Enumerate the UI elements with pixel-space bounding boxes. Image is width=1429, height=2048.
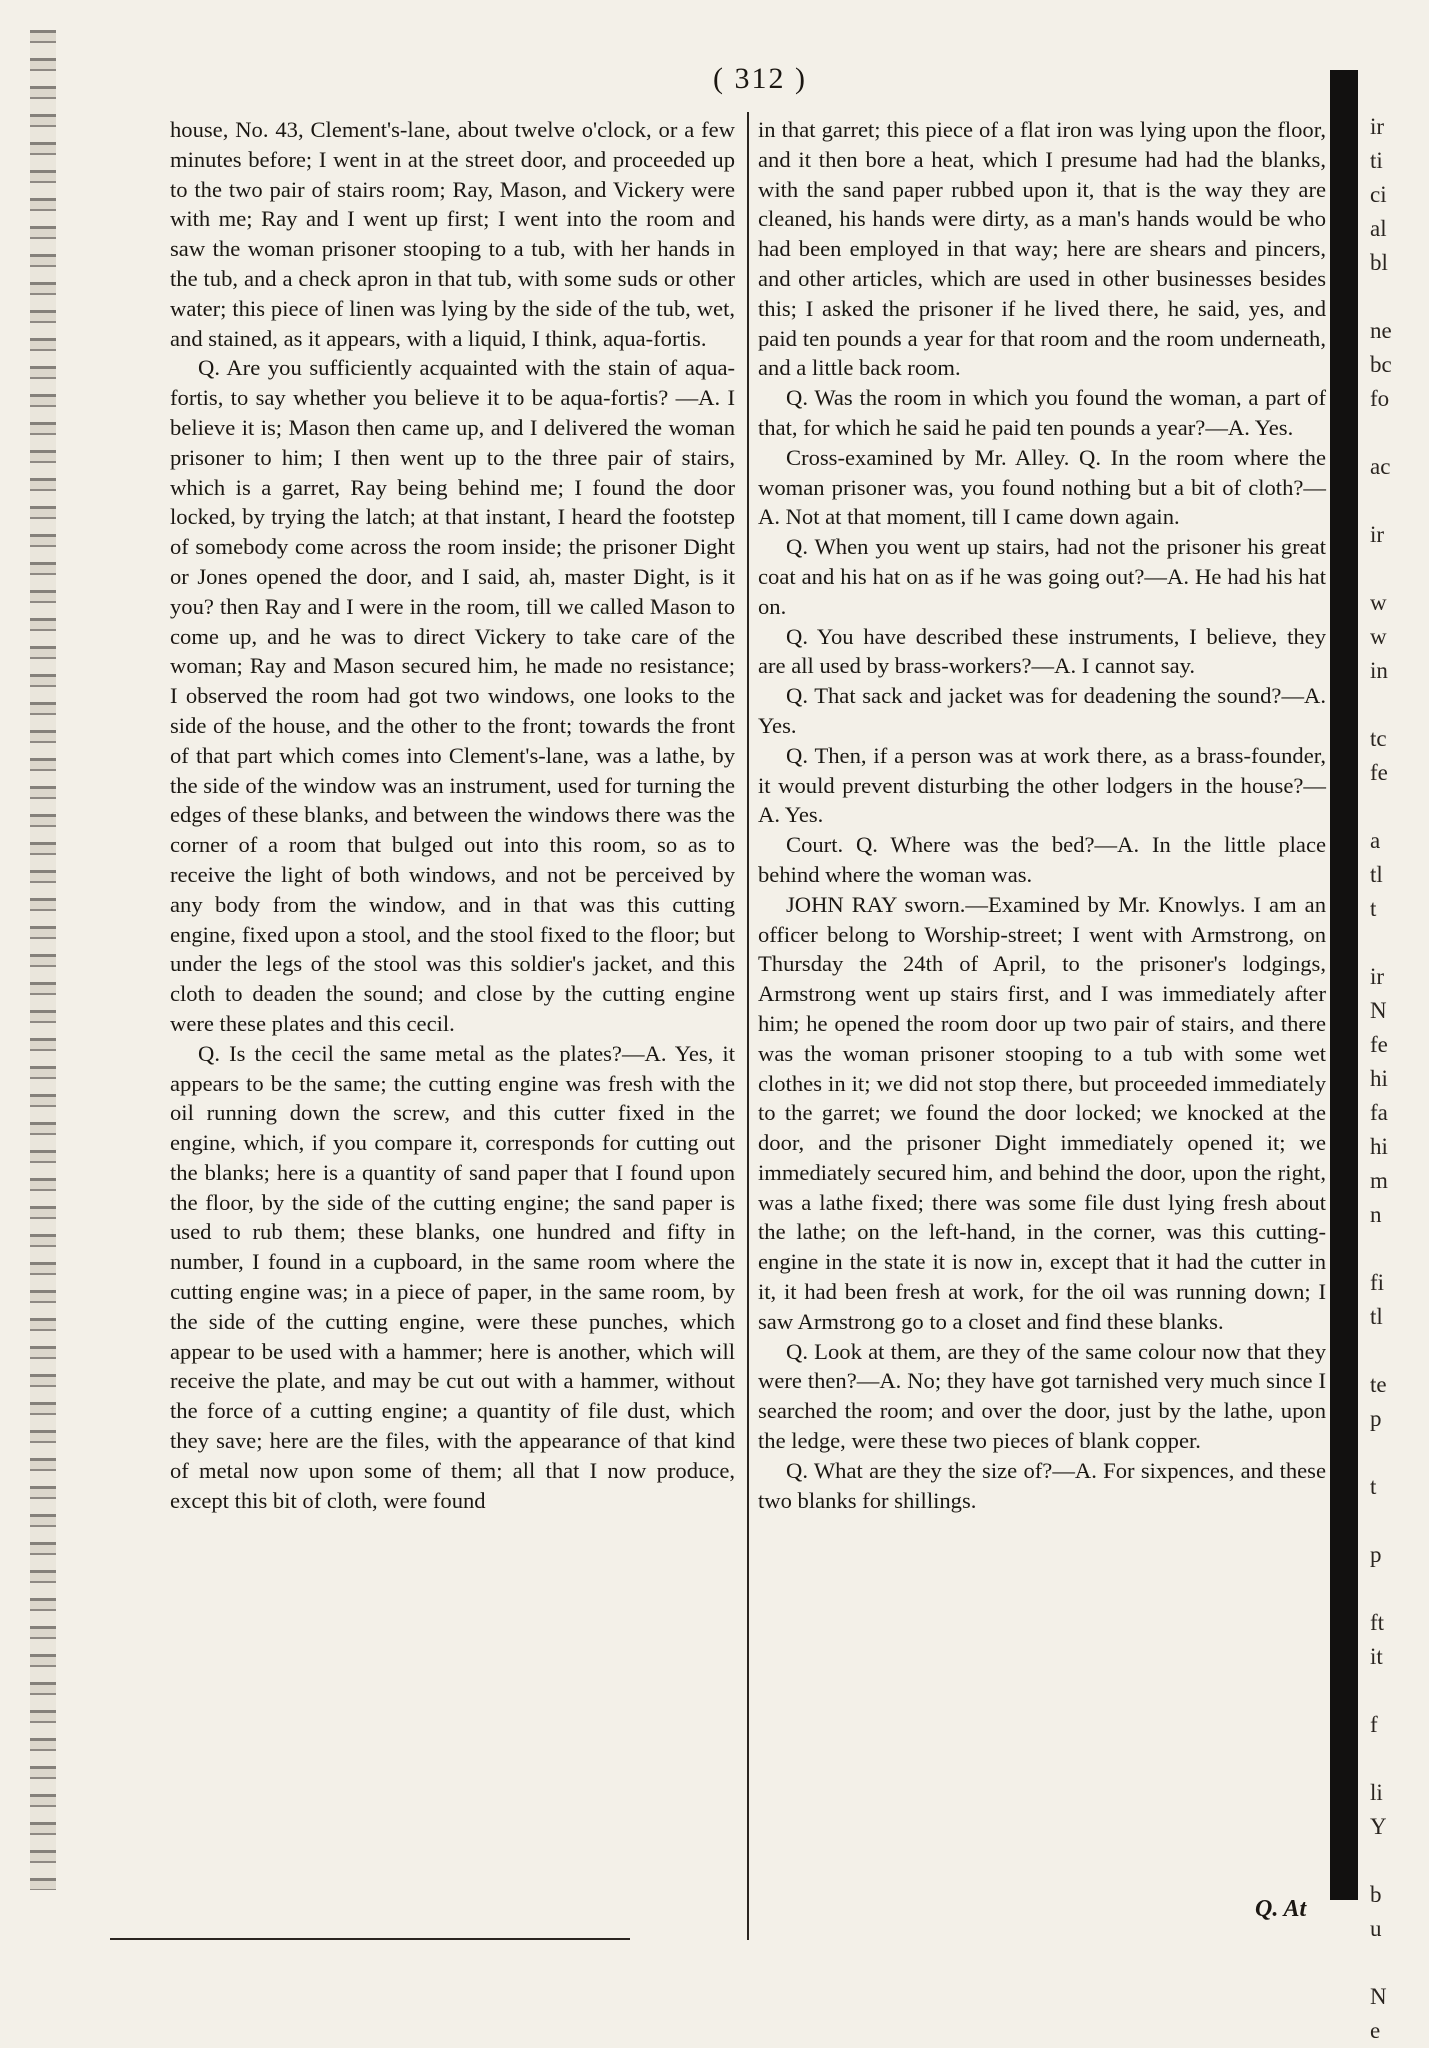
margin-fragment: fe <box>1370 760 1388 785</box>
right-paragraph-10: Q. Look at them, are they of the same colour now that they were then?—A. No; they have got tarnished very much since I searched the room; and over the door, just by the lathe, upon the ledge, were these two pieces of blank copper. <box>758 1338 1326 1454</box>
right-paragraph-8: Court. Q. Where was the bed?—A. In the little place behind where the woman was. <box>758 832 1326 887</box>
binding-edge <box>30 30 56 1890</box>
margin-fragment: a <box>1370 828 1381 853</box>
right-paragraph-3: Cross-examined by Mr. Alley. Q. In the room where the woman prisoner was, you found nothing but a bit of cloth?—A. Not at that moment, till I came down again. <box>758 444 1326 530</box>
margin-fragment: ir <box>1370 114 1385 139</box>
right-paragraph-11: Q. What are they the size of?—A. For sixpences, and these two blanks for shillings. <box>758 1457 1326 1513</box>
margin-fragment: te <box>1370 1372 1387 1397</box>
margin-fragment: u <box>1370 1916 1382 1941</box>
margin-fragment <box>1370 1844 1420 1878</box>
margin-fragment <box>1370 280 1420 314</box>
margin-fragment: e <box>1370 2018 1381 2043</box>
right-paragraph-9: JOHN RAY sworn.—Examined by Mr. Knowlys. I am an officer belong to Worship-street; I went with Armstrong, on Thursday the 24th of April, to the prisoner's lodgings, Armstrong went up stairs first, and I was immediately after him; he opened the room door up two pair of stairs, and there was the woman prisoner stooping to a tub with some wet clothes in it; we did not stop there, but proceeded immediately to the garret; we found the door locked; we knocked at the door, and the prisoner Dight immediately opened it; we immediately secured him, and behind the door, upon the right, was a lathe fixed; there was some file dust lying fresh about the lathe; on the left-hand, in the corner, was this cutting-engine in the state it is now in, except that it had the cutter in it, it had been fresh at work, for the oil was running down; I saw Armstrong go to a closet and find these blanks. <box>758 891 1326 1334</box>
margin-fragment: hi <box>1370 1134 1388 1159</box>
margin-fragment: ne <box>1370 318 1392 343</box>
margin-fragment: p <box>1370 1406 1382 1431</box>
left-paragraph-3: Q. Is the cecil the same metal as the plates?—A. Yes, it appears to be the same; the cutting engine was fresh with the oil running down the screw, and this cutter fixed in the engine, which, if you compare it, corresponds for cutting out the blanks; here is a quantity of sand paper that I found upon the floor, by the side of the cutting engine; the sand paper is used to rub them; these blanks, one hundred and fifty in number, I found in a cupboard, in the same room where the cutting engine was; in a piece of paper, in the same room, by the side of the cutting engine, were these punches, which appear to be used with a hammer; here is another, which will receive the plate, and may be cut out with a hammer, without the force of a cutting engine; a quantity of file dust, which they save; here are the files, with the appearance of that kind of metal now upon some of them; all that I now produce, except this bit of cloth, were found <box>170 1040 735 1513</box>
margin-fragment: fo <box>1370 386 1390 411</box>
margin-fragment: N <box>1370 998 1387 1023</box>
margin-fragment <box>1370 1232 1420 1266</box>
margin-fragment <box>1370 1572 1420 1606</box>
margin-fragment <box>1370 1334 1420 1368</box>
margin-fragment <box>1370 1504 1420 1538</box>
margin-fragment: fa <box>1370 1100 1388 1125</box>
margin-fragment: N <box>1370 1984 1387 2009</box>
column-divider <box>747 112 749 1940</box>
right-paragraph-1: in that garret; this piece of a flat iron was lying upon the floor, and it then bore a heat, which I presume had had the blanks, with the sand paper rubbed upon it, that is the way they are cleaned, his hands were dirty, as a man's hands would be who had been employed in that way; here are shears and pincers, and other articles, which are used in other businesses besides this; I asked the prisoner if he lived there, he said, yes, and paid ten pounds a year for that room and the room underneath, and a little back room. <box>758 117 1326 381</box>
margin-fragment: w <box>1370 624 1387 649</box>
margin-fragment: m <box>1370 1168 1388 1193</box>
margin-fragment <box>1370 688 1420 722</box>
right-paragraph-4: Q. When you went up stairs, had not the prisoner his great coat and his hat on as if he was going out?—A. He had his hat on. <box>758 534 1326 619</box>
page-gutter-shadow <box>1330 70 1358 1900</box>
page-number: ( 312 ) <box>713 62 807 95</box>
left-paragraph-1: house, No. 43, Clement's-lane, about twelve o'clock, or a few minutes before; I went in at the street door, and proceeded up to the two pair of stairs room; Ray, Mason, and Vickery were with me; Ray and I went up first; I went into the room and saw the woman prisoner stooping to a tub, with her hands in the tub, and a check apron in that tub, with some suds or other water; this piece of linen was lying by the side of the tub, wet, and stained, as it appears, with a liquid, I think, aqua-fortis. <box>170 117 735 351</box>
margin-fragment: it <box>1370 1644 1383 1669</box>
margin-fragment: al <box>1370 216 1387 241</box>
margin-fragment: w <box>1370 590 1387 615</box>
margin-fragment: ft <box>1370 1610 1385 1635</box>
margin-fragment: ir <box>1370 964 1385 989</box>
margin-fragment <box>1370 416 1420 450</box>
margin-fragment: t <box>1370 1474 1377 1499</box>
margin-fragment: tl <box>1370 1304 1383 1329</box>
margin-fragment: t <box>1370 896 1377 921</box>
margin-fragment <box>1370 926 1420 960</box>
margin-fragment: ci <box>1370 182 1387 207</box>
margin-fragment <box>1370 790 1420 824</box>
margin-fragment: hi <box>1370 1066 1388 1091</box>
right-paragraph-6: Q. That sack and jacket was for deadening the sound?—A. Yes. <box>758 683 1326 738</box>
margin-fragment: in <box>1370 658 1388 683</box>
margin-fragment: li <box>1370 1780 1383 1805</box>
margin-fragment <box>1370 484 1420 518</box>
catchword: Q. At <box>1255 1896 1307 1922</box>
right-paragraph-5: Q. You have described these instruments, I believe, they are all used by brass-workers?—A. I cannot say. <box>758 623 1326 679</box>
margin-fragment: tl <box>1370 862 1383 887</box>
margin-fragment <box>1370 1742 1420 1776</box>
margin-fragment: n <box>1370 1202 1382 1227</box>
adjacent-page-fragments <box>1370 110 1420 2043</box>
margin-fragment <box>1370 552 1420 586</box>
left-column <box>170 115 735 1515</box>
margin-fragment: ir <box>1370 522 1385 547</box>
margin-fragment: p <box>1370 1542 1382 1567</box>
margin-fragment <box>1370 1674 1420 1708</box>
right-column <box>758 115 1326 1515</box>
margin-fragment <box>1370 1946 1420 1980</box>
margin-fragment: bc <box>1370 352 1392 377</box>
left-paragraph-2: Q. Are you sufficiently acquainted with the stain of aqua-fortis, to say whether you believe it to be aqua-fortis? —A. I believe it is; Mason then came up, and I delivered the woman prisoner to him; I then went up to the three pair of stairs, which is a garret, Ray being behind me; I found the door locked, by trying the latch; at that instant, I heard the footstep of somebody come across the room inside; the prisoner Dight or Jones opened the door, and I said, ah, master Dight, is it you? then Ray and I were in the room, till we called Mason to come up, and he was to direct Vickery to take care of the woman; Ray and Mason secured him, he made no resistance; I observed the room had got two windows, one looks to the side of the house, and the other to the front; towards the front of that part which comes into Clement's-lane, was a lathe, by the side of the window was an instrument, used for turning the edges of these blanks, and between the windows there was the corner of a room that bulged out into this room, so as to receive the light of both windows, and not be perceived by any body from the window, and in that was this cutting engine, fixed upon a stool, and the stool fixed to the floor; but under the legs of the stool was this soldier's jacket, and this cloth to deaden the sound; and close by the cutting engine were these plates and this cecil. <box>170 355 735 1036</box>
right-paragraph-2: Q. Was the room in which you found the woman, a part of that, for which he said he paid ten pounds a year?—A. Yes. <box>758 385 1326 440</box>
margin-fragment: ti <box>1370 148 1383 173</box>
bottom-rule <box>110 1938 630 1940</box>
right-paragraph-7: Q. Then, if a person was at work there, as a brass-founder, it would prevent disturbing the other lodgers in the house?—A. Yes. <box>758 742 1326 828</box>
margin-fragment: f <box>1370 1712 1378 1737</box>
margin-fragment: tc <box>1370 726 1387 751</box>
margin-fragment <box>1370 1436 1420 1470</box>
margin-fragment: b <box>1370 1882 1382 1907</box>
margin-fragment: bl <box>1370 250 1388 275</box>
margin-fragment: fi <box>1370 1270 1385 1295</box>
margin-fragment: ac <box>1370 454 1391 479</box>
margin-fragment: fe <box>1370 1032 1388 1057</box>
margin-fragment: Y <box>1370 1814 1387 1839</box>
